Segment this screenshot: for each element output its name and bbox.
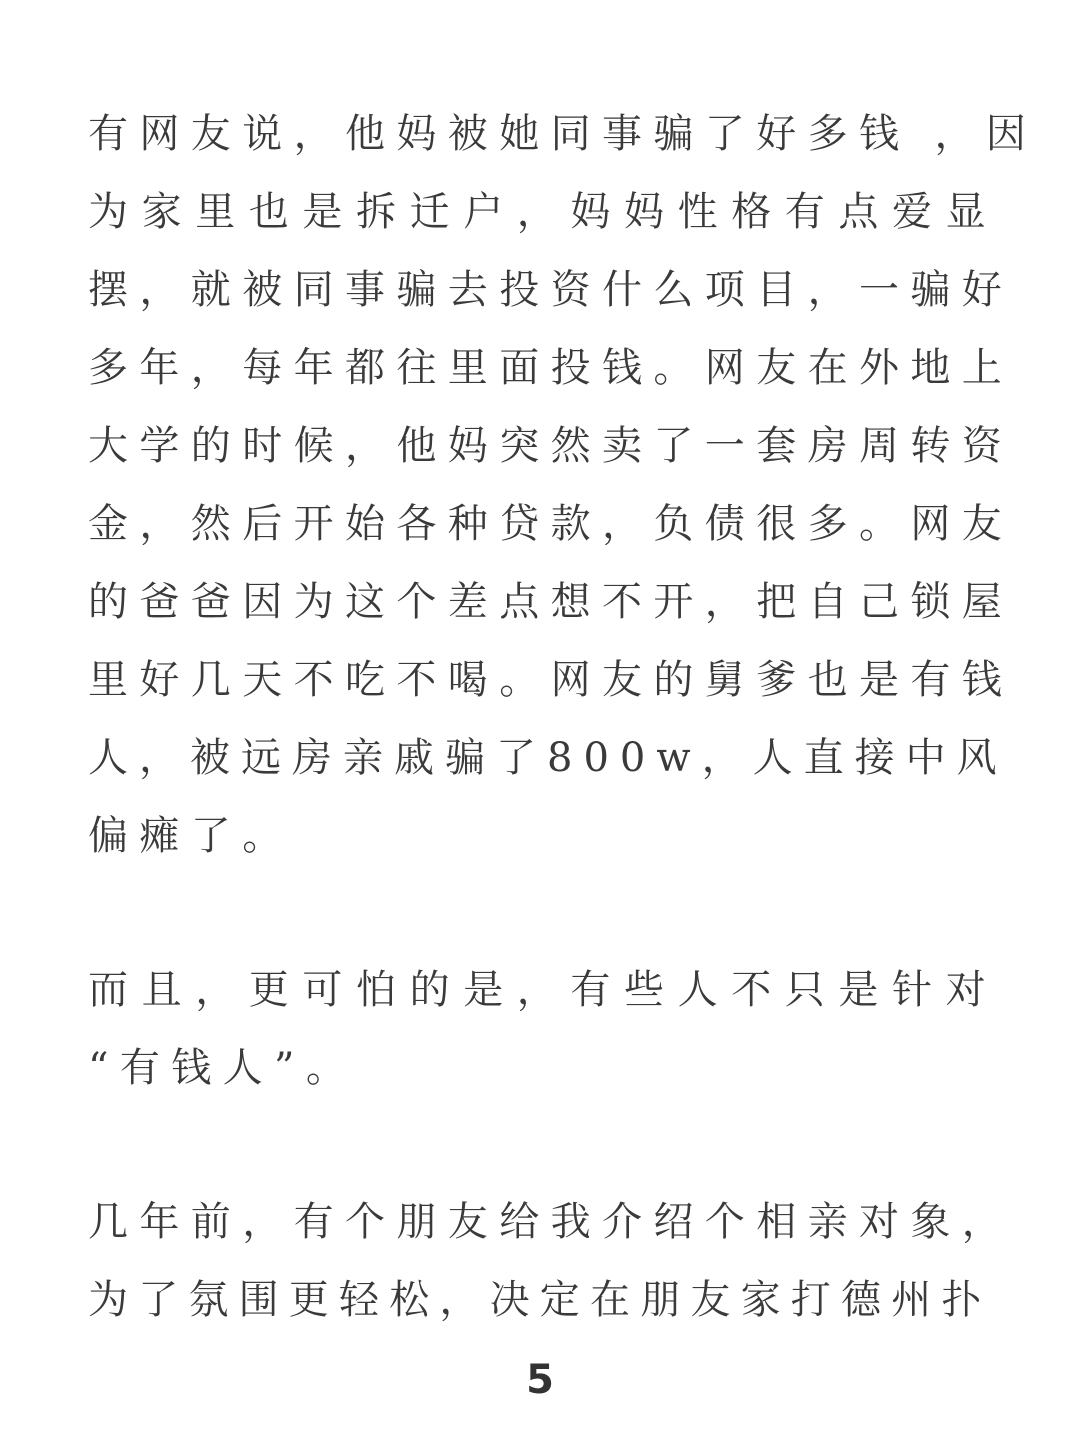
text-line: 偏瘫了。	[88, 813, 294, 859]
text-line: 里好几天不吃不喝。网友的舅爹也是有钱	[88, 657, 1014, 703]
page-number: 5	[526, 1357, 554, 1403]
text-line: 为了氛围更轻松，决定在朋友家打德州扑	[88, 1277, 992, 1323]
text-line: 金，然后开始各种贷款，负债很多。网友	[88, 501, 1014, 547]
text-line: 多年，每年都往里面投钱。网友在外地上	[88, 345, 1014, 391]
text-line: 为家里也是拆迁户，妈妈性格有点爱显	[88, 189, 1000, 235]
text-line: “有钱人”。	[88, 1045, 358, 1091]
text-line: 人，被远房亲戚骗了800w，人直接中风	[88, 735, 1008, 781]
text-line: 的爸爸因为这个差点想不开，把自己锁屋	[88, 579, 1014, 625]
text-line: 摆，就被同事骗去投资什么项目，一骗好	[88, 267, 1014, 313]
text-line: 几年前，有个朋友给我介绍个相亲对象，	[88, 1199, 1014, 1245]
text-line: 有网友说，他妈被她同事骗了好多钱 ，因	[88, 111, 1038, 157]
text-line: 而且，更可怕的是，有些人不只是针对	[88, 967, 1000, 1013]
text-line: 大学的时候，他妈突然卖了一套房周转资	[88, 423, 1014, 469]
